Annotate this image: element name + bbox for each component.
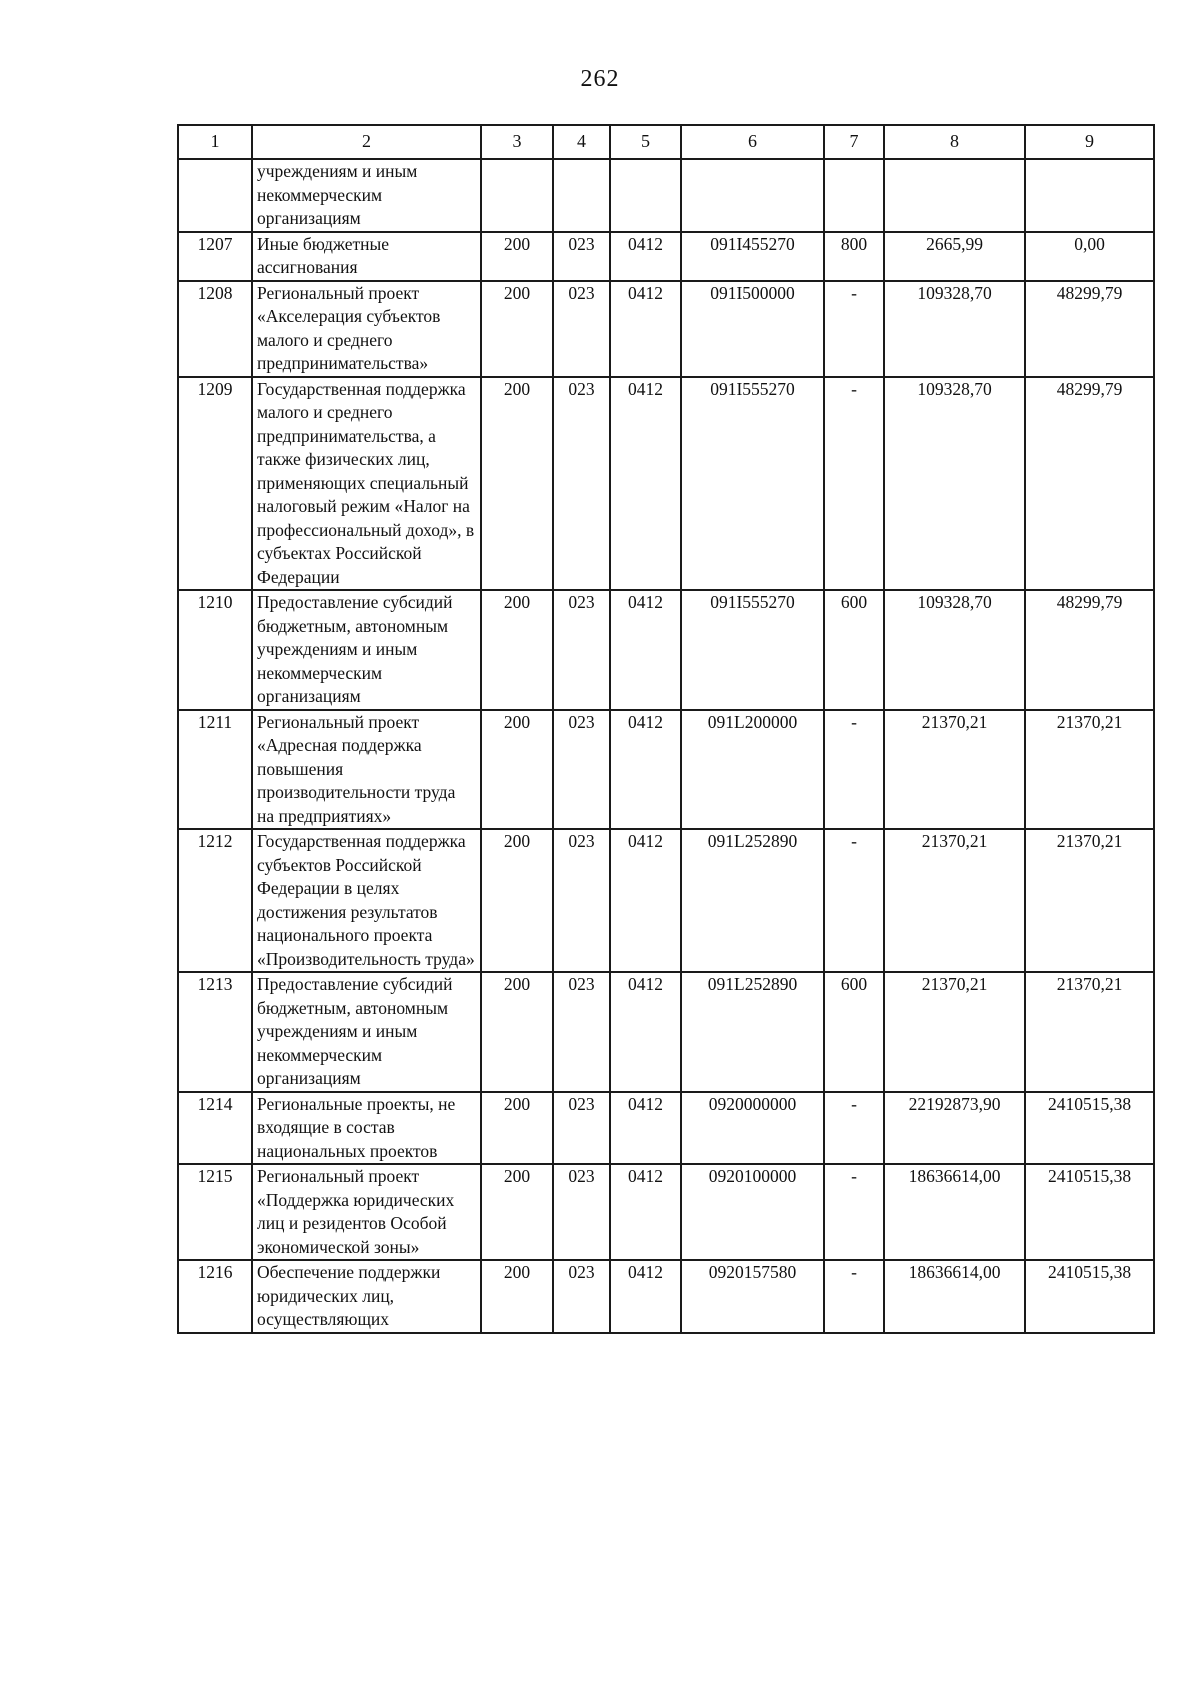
- code-cell-5: 0412: [610, 1260, 681, 1333]
- code-cell-3: 200: [481, 972, 553, 1092]
- row-number-cell: [178, 159, 252, 232]
- code-cell-4: 023: [553, 377, 610, 591]
- code-cell-3: 200: [481, 377, 553, 591]
- code-cell-5: 0412: [610, 829, 681, 972]
- code-cell-7: [824, 159, 884, 232]
- item-name-cell: Иные бюджетные ассигнования: [252, 232, 481, 281]
- table-row: [178, 232, 1154, 281]
- amount-cell-9: 21370,21: [1025, 710, 1154, 830]
- code-cell-3: 200: [481, 590, 553, 710]
- table-row: [178, 829, 1154, 972]
- code-cell-5: 0412: [610, 281, 681, 377]
- code-cell-4: 023: [553, 590, 610, 710]
- table-row: [178, 972, 1154, 1092]
- code-cell-3: 200: [481, 232, 553, 281]
- page-number: 262: [580, 66, 620, 92]
- code-cell-6: 091L252890: [681, 829, 824, 972]
- code-cell-4: 023: [553, 972, 610, 1092]
- row-number-cell: 1207: [178, 232, 252, 281]
- amount-cell-8: 109328,70: [884, 281, 1025, 377]
- budget-table: [177, 124, 1155, 1334]
- table-header: [178, 125, 1154, 159]
- amount-cell-8: 18636614,00: [884, 1164, 1025, 1260]
- code-cell-6: 091L200000: [681, 710, 824, 830]
- amount-cell-8: 21370,21: [884, 829, 1025, 972]
- code-cell-6: 091L252890: [681, 972, 824, 1092]
- code-cell-7: -: [824, 1092, 884, 1165]
- amount-cell-9: 2410515,38: [1025, 1092, 1154, 1165]
- code-cell-6: 091I555270: [681, 590, 824, 710]
- code-cell-4: [553, 159, 610, 232]
- item-name-cell: Региональный проект «Поддержка юридических лиц и резидентов Особой экономической зоны»: [252, 1164, 481, 1260]
- column-header: 8: [884, 125, 1025, 159]
- table-row: [178, 1092, 1154, 1165]
- code-cell-7: 600: [824, 590, 884, 710]
- column-header: 4: [553, 125, 610, 159]
- code-cell-4: 023: [553, 232, 610, 281]
- amount-cell-8: 21370,21: [884, 710, 1025, 830]
- code-cell-5: 0412: [610, 972, 681, 1092]
- row-number-cell: 1213: [178, 972, 252, 1092]
- column-header: 5: [610, 125, 681, 159]
- column-header: 2: [252, 125, 481, 159]
- amount-cell-8: 2665,99: [884, 232, 1025, 281]
- code-cell-3: 200: [481, 281, 553, 377]
- code-cell-5: 0412: [610, 710, 681, 830]
- item-name-cell: Региональный проект «Адресная поддержка повышения производительности труда на предприятиях»: [252, 710, 481, 830]
- item-name-cell: Предоставление субсидий бюджетным, автономным учреждениям и иным некоммерческим организациям: [252, 972, 481, 1092]
- column-header: 1: [178, 125, 252, 159]
- amount-cell-9: 0,00: [1025, 232, 1154, 281]
- item-name-cell: Региональный проект «Акселерация субъектов малого и среднего предпринимательства»: [252, 281, 481, 377]
- item-name-cell: Предоставление субсидий бюджетным, автономным учреждениям и иным некоммерческим организациям: [252, 590, 481, 710]
- column-header: 3: [481, 125, 553, 159]
- amount-cell-8: 18636614,00: [884, 1260, 1025, 1333]
- code-cell-6: 0920100000: [681, 1164, 824, 1260]
- code-cell-4: 023: [553, 1260, 610, 1333]
- row-number-cell: 1212: [178, 829, 252, 972]
- code-cell-3: [481, 159, 553, 232]
- code-cell-7: 800: [824, 232, 884, 281]
- header-row: [178, 125, 1154, 159]
- code-cell-5: 0412: [610, 377, 681, 591]
- amount-cell-9: 48299,79: [1025, 377, 1154, 591]
- code-cell-5: 0412: [610, 590, 681, 710]
- table-row: [178, 377, 1154, 591]
- code-cell-4: 023: [553, 1092, 610, 1165]
- code-cell-5: 0412: [610, 232, 681, 281]
- code-cell-3: 200: [481, 1092, 553, 1165]
- row-number-cell: 1208: [178, 281, 252, 377]
- amount-cell-9: 48299,79: [1025, 281, 1154, 377]
- code-cell-4: 023: [553, 1164, 610, 1260]
- table-row: [178, 590, 1154, 710]
- column-header: 7: [824, 125, 884, 159]
- table-row: [178, 159, 1154, 232]
- amount-cell-9: [1025, 159, 1154, 232]
- item-name-cell: учреждениям и иным некоммерческим организациям: [252, 159, 481, 232]
- table-body: [178, 159, 1154, 1333]
- code-cell-3: 200: [481, 1260, 553, 1333]
- amount-cell-9: 48299,79: [1025, 590, 1154, 710]
- code-cell-7: -: [824, 710, 884, 830]
- code-cell-7: -: [824, 1164, 884, 1260]
- amount-cell-9: 21370,21: [1025, 829, 1154, 972]
- item-name-cell: Региональные проекты, не входящие в состав национальных проектов: [252, 1092, 481, 1165]
- code-cell-3: 200: [481, 710, 553, 830]
- row-number-cell: 1216: [178, 1260, 252, 1333]
- code-cell-4: 023: [553, 281, 610, 377]
- amount-cell-8: 21370,21: [884, 972, 1025, 1092]
- amount-cell-8: 109328,70: [884, 377, 1025, 591]
- code-cell-7: -: [824, 281, 884, 377]
- code-cell-3: 200: [481, 829, 553, 972]
- code-cell-6: 091I500000: [681, 281, 824, 377]
- item-name-cell: Государственная поддержка субъектов Российской Федерации в целях достижения результатов национального проекта «Производительность труда»: [252, 829, 481, 972]
- amount-cell-8: 22192873,90: [884, 1092, 1025, 1165]
- code-cell-7: 600: [824, 972, 884, 1092]
- table-row: [178, 1260, 1154, 1333]
- table-row: [178, 281, 1154, 377]
- amount-cell-9: 2410515,38: [1025, 1164, 1154, 1260]
- row-number-cell: 1209: [178, 377, 252, 591]
- code-cell-6: 091I555270: [681, 377, 824, 591]
- code-cell-6: 0920000000: [681, 1092, 824, 1165]
- code-cell-6: 091I455270: [681, 232, 824, 281]
- code-cell-5: 0412: [610, 1092, 681, 1165]
- code-cell-5: 0412: [610, 1164, 681, 1260]
- table-row: [178, 1164, 1154, 1260]
- amount-cell-8: [884, 159, 1025, 232]
- code-cell-4: 023: [553, 710, 610, 830]
- code-cell-7: -: [824, 377, 884, 591]
- row-number-cell: 1215: [178, 1164, 252, 1260]
- code-cell-5: [610, 159, 681, 232]
- column-header: 6: [681, 125, 824, 159]
- column-header: 9: [1025, 125, 1154, 159]
- code-cell-7: -: [824, 1260, 884, 1333]
- item-name-cell: Государственная поддержка малого и среднего предпринимательства, а также физических лиц, применяющих специальный налоговый режим «Налог на профессиональный доход», в субъектах Российской Федерации: [252, 377, 481, 591]
- amount-cell-9: 2410515,38: [1025, 1260, 1154, 1333]
- table-row: [178, 710, 1154, 830]
- row-number-cell: 1211: [178, 710, 252, 830]
- row-number-cell: 1214: [178, 1092, 252, 1165]
- row-number-cell: 1210: [178, 590, 252, 710]
- code-cell-7: -: [824, 829, 884, 972]
- amount-cell-8: 109328,70: [884, 590, 1025, 710]
- code-cell-6: [681, 159, 824, 232]
- code-cell-4: 023: [553, 829, 610, 972]
- item-name-cell: Обеспечение поддержки юридических лиц, осуществляющих: [252, 1260, 481, 1333]
- amount-cell-9: 21370,21: [1025, 972, 1154, 1092]
- code-cell-3: 200: [481, 1164, 553, 1260]
- code-cell-6: 0920157580: [681, 1260, 824, 1333]
